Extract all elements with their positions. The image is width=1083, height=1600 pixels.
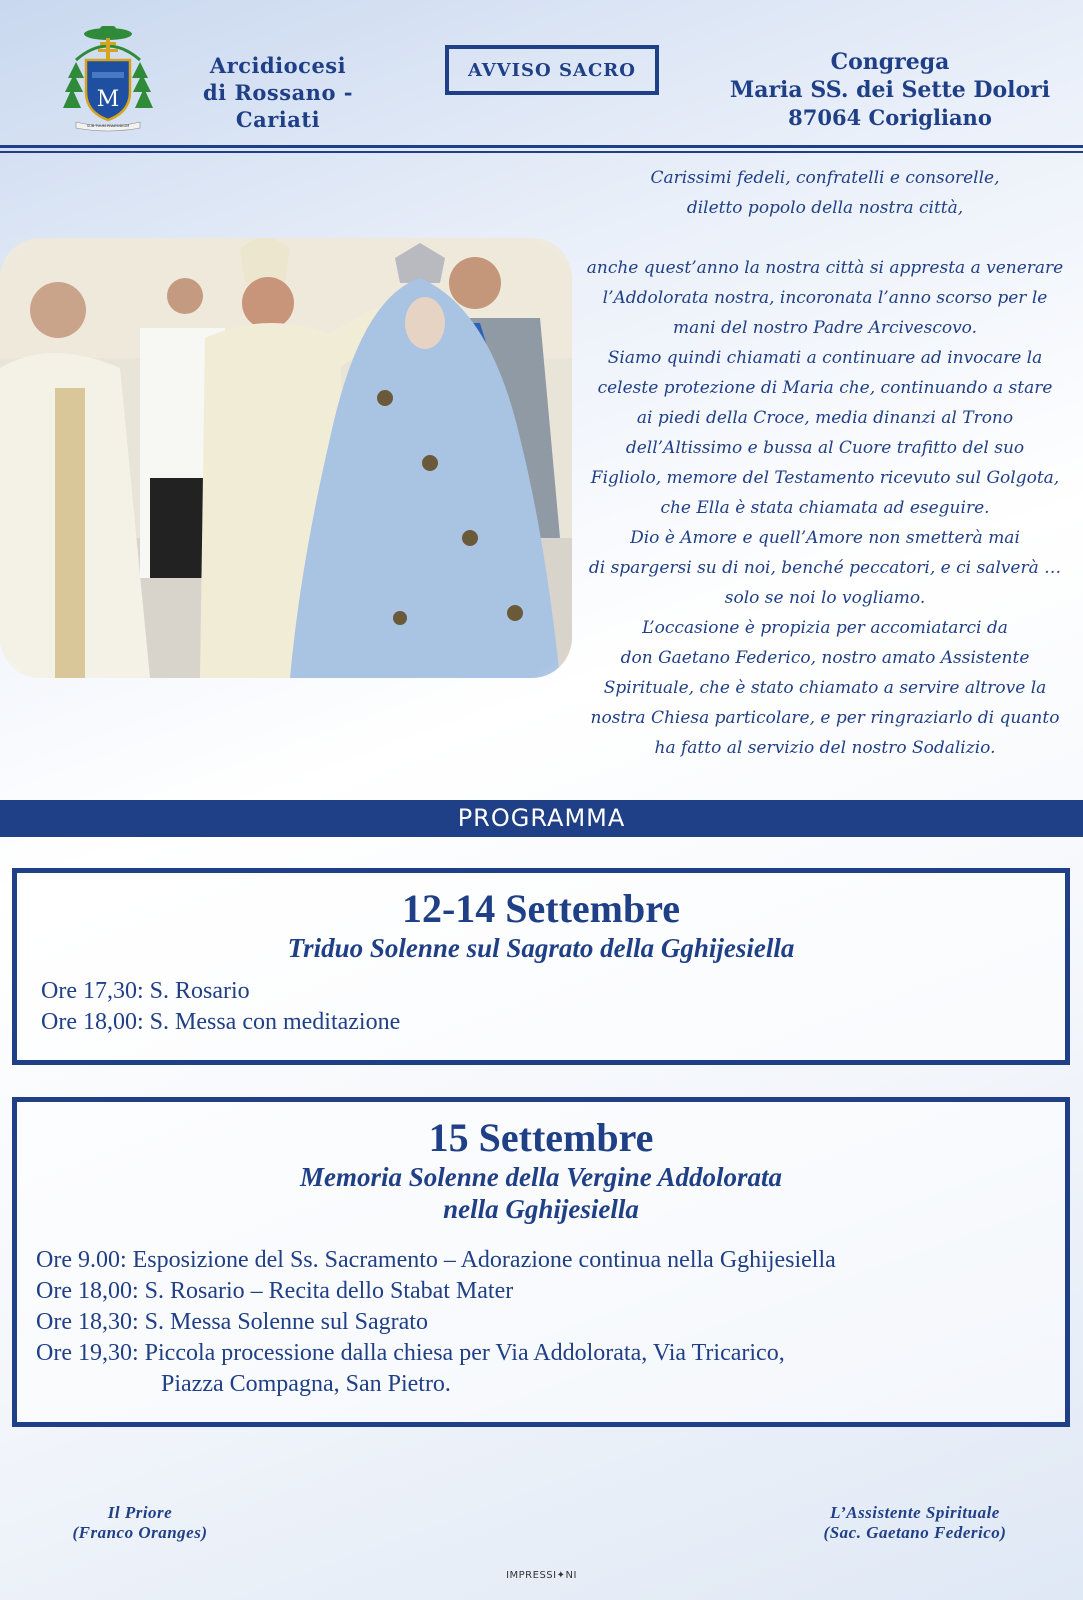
programma-band: [0, 800, 1083, 837]
greeting-line: diletto popolo della nostra città,: [686, 198, 964, 218]
letter-line: L’occasione è propizia per accomiatarci da: [642, 618, 1008, 638]
event-subtitle-line-1: Memoria Solenne della Vergine Addolorata: [299, 1162, 783, 1192]
letter-line: Siamo quindi chiamati a continuare ad invocare la: [607, 348, 1043, 368]
arch-line-2: di Rossano - Cariati: [203, 80, 353, 132]
signature-assistente: [790, 1503, 1040, 1543]
schedule-item-continuation: Piazza Compagna, San Pietro.: [161, 1371, 451, 1397]
svg-text:M: M: [96, 87, 120, 112]
letter-line: che Ella è stata chiamata ad eseguire.: [660, 498, 990, 518]
letter-line: ha fatto al servizio del nostro Sodalizio.: [654, 738, 996, 758]
crest-icon: [62, 22, 154, 132]
congrega-name: [720, 48, 1060, 132]
schedule-item: Ore 19,30: Piccola processione dalla chiesa per Via Addolorata, Via Tricarico,: [36, 1340, 785, 1366]
event-date: 12-14 Settembre: [401, 886, 681, 931]
letter-line: dell’Altissimo e bussa al Cuore trafitto del suo: [625, 438, 1025, 458]
schedule-item: Ore 17,30: S. Rosario: [41, 978, 250, 1004]
notice-label: AVVISO SACRO: [468, 59, 636, 81]
letter-line: Figliolo, memore del Testamento ricevuto sul Golgota,: [590, 468, 1060, 488]
schedule-item: Ore 18,00: S. Rosario – Recita dello Stabat Mater: [36, 1278, 514, 1304]
signature-priore: [40, 1503, 240, 1543]
event-box-memoria: [12, 1097, 1070, 1427]
signature-role: L’Assistente Spirituale: [830, 1503, 1000, 1522]
coronation-photo: [0, 238, 572, 678]
archdiocese-crest: [62, 22, 154, 132]
letter-line: l’Addolorata nostra, incoronata l’anno scorso per le: [602, 288, 1048, 308]
event-schedule: [36, 1245, 1065, 1400]
schedule-item: Ore 18,30: S. Messa Solenne sul Sagrato: [36, 1309, 428, 1335]
congrega-line-1: Congrega: [830, 49, 950, 75]
congrega-line-2: Maria SS. dei Sette Dolori: [729, 77, 1051, 103]
letter-line: celeste protezione di Maria che, continuando a stare: [597, 378, 1053, 398]
letter-line: Spirituale, che è stato chiamato a servire altrove la: [603, 678, 1047, 698]
letter-line: solo se noi lo vogliamo.: [724, 588, 926, 608]
schedule-item: Ore 18,00: S. Messa con meditazione: [41, 1009, 401, 1035]
schedule-item: Ore 9.00: Esposizione del Ss. Sacramento – Adorazione continua nella Gghijesiella: [36, 1247, 836, 1273]
event-schedule: [41, 976, 1065, 1038]
event-date: 15 Settembre: [428, 1115, 654, 1160]
svg-text:SUB TUUM PRAESIDIUM: SUB TUUM PRAESIDIUM: [86, 124, 130, 128]
notice-badge: [445, 45, 659, 95]
congrega-line-3: 87064 Corigliano: [788, 105, 992, 130]
signature-name: (Franco Oranges): [72, 1523, 208, 1542]
greeting-line: Carissimi fedeli, confratelli e consorelle,: [650, 168, 1000, 188]
header-divider-thin: [0, 151, 1083, 153]
programma-title: PROGRAMMA: [457, 804, 626, 832]
signature-role: Il Priore: [107, 1503, 173, 1522]
letter-line: Dio è Amore e quell’Amore non smetterà mai: [630, 528, 1020, 548]
letter-line: don Gaetano Federico, nostro amato Assistente: [620, 648, 1030, 668]
event-box-triduo: [12, 868, 1070, 1065]
archdiocese-name: [158, 52, 398, 133]
letter-line: anche quest’anno la nostra città si appresta a venerare: [586, 258, 1064, 278]
letter-line: mani del nostro Padre Arcivescovo.: [672, 318, 978, 338]
letter-line: nostra Chiesa particolare, e per ringraziarlo di quanto: [590, 708, 1060, 728]
letter-line: ai piedi della Croce, media dinanzi al Trono: [636, 408, 1014, 428]
printer-credit: IMPRESSI✦NI: [506, 1570, 577, 1581]
letter-greeting: [585, 163, 1065, 223]
arch-line-1: Arcidiocesi: [209, 53, 347, 78]
signature-name: (Sac. Gaetano Federico): [823, 1523, 1007, 1542]
event-subtitle: Triduo Solenne sul Sagrato della Gghijesiella: [287, 933, 795, 963]
pastoral-letter: [585, 163, 1065, 763]
header-divider: [0, 145, 1083, 148]
letter-line: di spargersi su di noi, benché peccatori, e ci salverà …: [588, 558, 1062, 578]
event-subtitle-line-2: nella Gghijesiella: [443, 1194, 639, 1224]
letter-body: [585, 253, 1065, 763]
